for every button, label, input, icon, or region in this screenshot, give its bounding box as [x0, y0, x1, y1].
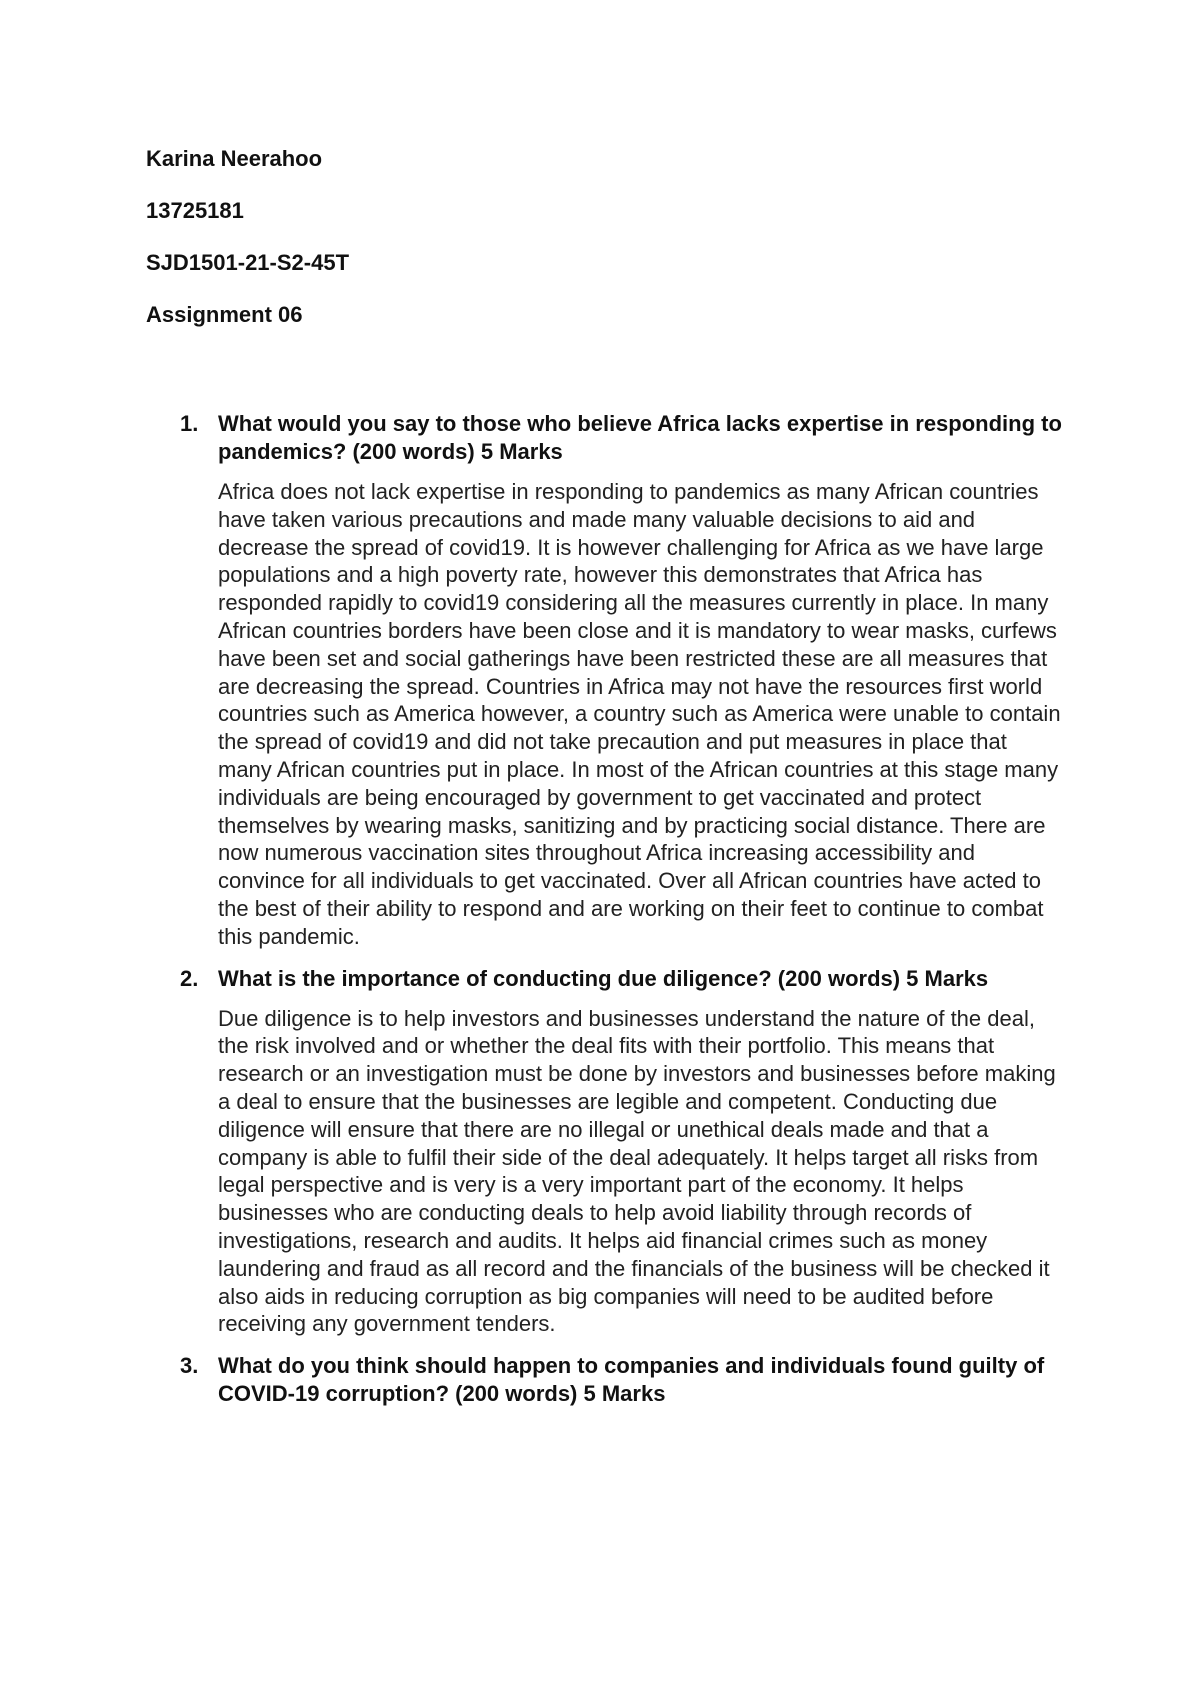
question-answer: Africa does not lack expertise in responding to pandemics as many African countries have taken various precautions and made many valuable decisions to aid and decrease the spread of covid19. It is however challenging for Africa as we have large populations and a high poverty rate, however this demonstrates that Africa has responded rapidly to covid19 considering all the measures currently in place. In many African countries borders have been close and it is mandatory to wear masks, curfews have been set and social gatherings have been restricted these are all measures that are decreasing the spread. Countries in Africa may not have the resources first world countries such as America however, a country such as America were unable to contain the spread of covid19 and did not take precaution and put measures in place that many African countries put in place. In most of the African countries at this stage many individuals are being encouraged by government to get vaccinated and protect themselves by wearing masks, sanitizing and by practicing social distance. There are now numerous vaccination sites throughout Africa increasing accessibility and convince for all individuals to get vaccinated. Over all African countries have acted to the best of their ability to respond and are working on their feet to continue to combat this pandemic. — [218, 479, 1061, 949]
question-number: 1. — [180, 411, 199, 436]
document-header — [146, 146, 846, 354]
module-code: SJD1501-21-S2-45T — [146, 250, 350, 275]
question-number: 2. — [180, 965, 199, 991]
question-title: What do you think should happen to companies and individuals found guilty of COVID-19 corruption? (200 words) 5 Marks — [218, 1353, 1045, 1407]
question-number: 3. — [180, 1353, 199, 1379]
question-title: What would you say to those who believe Africa lacks expertise in responding to pandemics? (200 words) 5 Marks — [218, 411, 1062, 464]
student-name: Karina Neerahoo — [146, 146, 323, 171]
question-answer: Due diligence is to help investors and businesses understand the nature of the deal, the risk involved and or whether the deal fits with their portfolio. This means that research or an investigation must be done by investors and businesses before making a deal to ensure that the businesses are legible and competent. Conducting due diligence will ensure that there are no illegal or unethical deals made and that a company is able to fulfil their side of the deal adequately. It helps target all risks from legal perspective and is very is a very important part of the economy. It helps businesses who are conducting deals to help avoid liability through records of investigations, research and audits. It helps aid financial crimes such as money laundering and fraud as all record and the financials of the business will be checked it also aids in reducing corruption as big companies will need to be audited before receiving any government tenders. — [218, 1005, 1056, 1337]
question-item — [146, 965, 1066, 1339]
question-item — [146, 1352, 1066, 1408]
question-item — [146, 410, 1066, 951]
assignment-title: Assignment 06 — [146, 302, 303, 327]
student-number: 13725181 — [146, 198, 244, 223]
question-list — [146, 410, 1066, 1422]
question-title: What is the importance of conducting due diligence? (200 words) 5 Marks — [218, 965, 989, 991]
